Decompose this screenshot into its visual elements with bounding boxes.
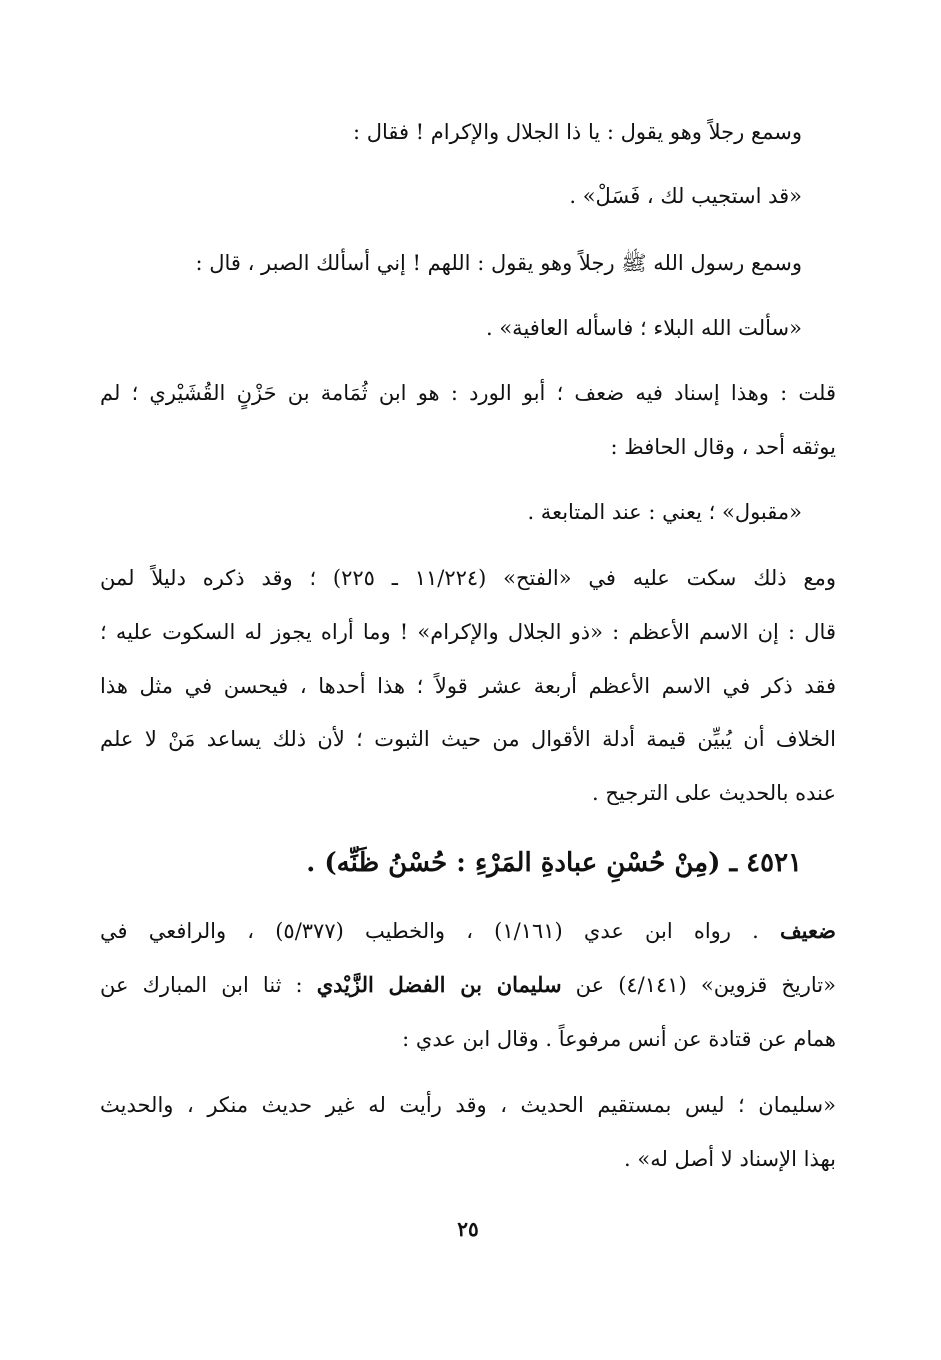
- grading-label: ضعيف: [779, 918, 836, 943]
- quote-line: «سليمان ؛ ليس بمستقيم الحديث ، وقد رأيت له غير حديث منكر ، والحديث: [100, 1093, 836, 1117]
- quote-line: «قد استجيب لك ، فَسَلْ» .: [569, 184, 802, 208]
- quote-line: «سألت الله البلاء ؛ فاسأله العافية» .: [485, 316, 802, 340]
- text-line: ومع ذلك سكت عليه في «الفتح» (١١/٢٢٤ ـ ٢٢٥) ؛ وقد ذكره دليلاً لمن: [100, 566, 836, 590]
- text-line: الخلاف أن يُبيِّن قيمة أدلة الأقوال من حيث الثبوت ؛ لأن ذلك يساعد مَنْ لا علم: [100, 727, 836, 751]
- text-line: فقد ذكر في الاسم الأعظم أربعة عشر قولاً ؛ هذا أحدها ، فيحسن في مثل هذا: [100, 674, 836, 698]
- book-page: [100, 0, 836, 1360]
- text-line: قلت : وهذا إسناد فيه ضعف ؛ أبو الورد : هو ابن ثُمَامة بن حَزْنٍ القُشَيْري ؛ لم: [100, 381, 836, 405]
- text-line: وسمع رجلاً وهو يقول : يا ذا الجلال والإكرام ! فقال :: [352, 120, 802, 144]
- text-span: . رواه ابن عدي (١/١٦١) ، والخطيب (٥/٣٧٧) ، والرافعي في: [100, 919, 780, 943]
- text-line: قال : إن الاسم الأعظم : «ذو الجلال والإكرام» ! وما أراه يجوز له السكوت عليه ؛: [100, 620, 836, 644]
- text-line: وسمع رسول الله ﷺ رجلاً وهو يقول : اللهم ! إني أسألك الصبر ، قال :: [195, 251, 802, 275]
- text-span: : ثنا ابن المبارك عن: [100, 973, 317, 997]
- page-number: ٢٥: [457, 1217, 479, 1241]
- text-line: يوثقه أحد ، وقال الحافظ :: [610, 435, 836, 459]
- quote-line: بهذا الإسناد لا أصل له» .: [624, 1147, 836, 1171]
- text-line: [100, 970, 836, 1000]
- text-line: عنده بالحديث على الترجيح .: [592, 781, 836, 805]
- hadith-heading: ٤٥٢١ ـ (مِنْ حُسْنِ عبادةِ المَرْءِ : حُسْنُ ظَنِّه) .: [306, 848, 802, 878]
- quote-line: «مقبول» ؛ يعني : عند المتابعة .: [527, 500, 802, 524]
- text-span: «تاريخ قزوين» (٤/١٤١) عن: [561, 973, 836, 997]
- text-line: [100, 916, 836, 946]
- text-line: همام عن قتادة عن أنس مرفوعاً . وقال ابن عدي :: [402, 1027, 836, 1051]
- narrator-name: سليمان بن الفضل الزَّيْدي: [316, 972, 562, 997]
